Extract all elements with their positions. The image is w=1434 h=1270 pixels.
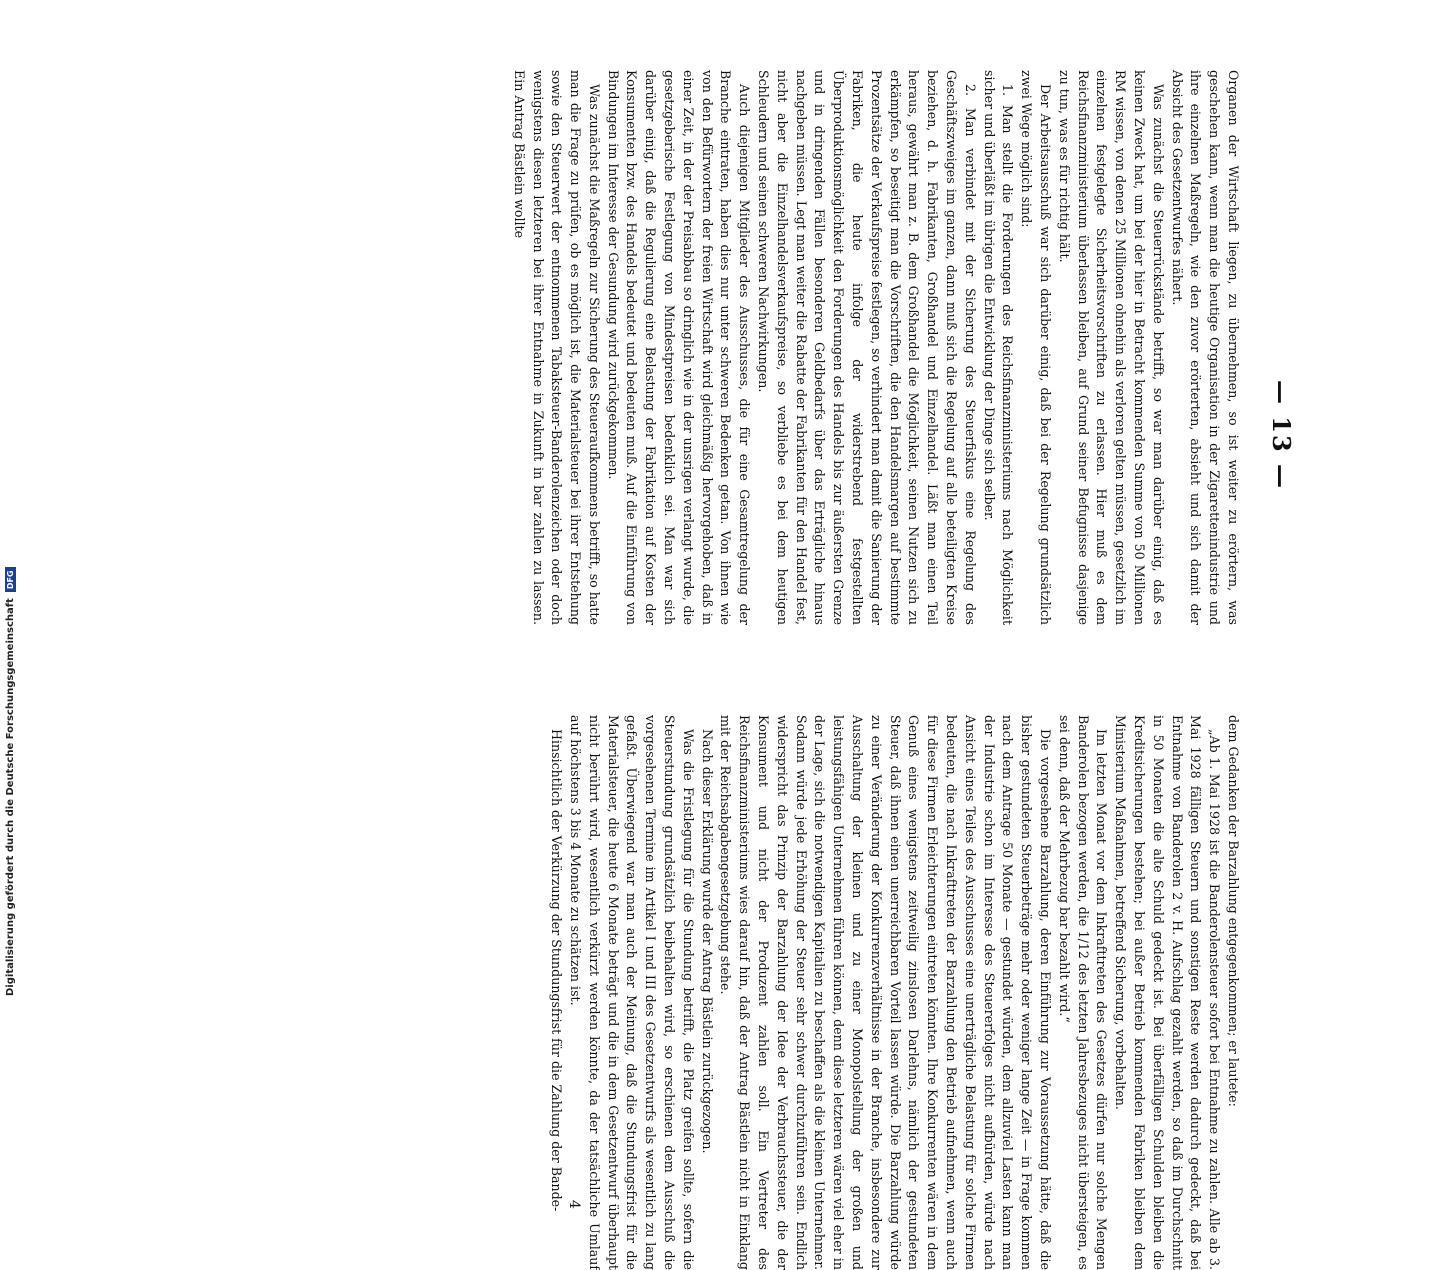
paragraph: Was die Fristlegung für die Stundung betrifft, die Platz greifen sollte, sofern die Steuerstundung grundsätzlich beibehalten wird, so erschienen dem Ausschuß die vorgesehenen Termine im Artikel I und III des Gesetzentwurfs als wesentlich zu lang gefaßt. Überwiegend war man auch der Meinung, daß die Stundungsfrist für die Materialsteuer, die heute 6 Monate beträgt und die in dem Gesetzentwurf überhaupt nicht berührt wird, wesentlich verkürzt werden könnte, da der tatsächliche Umlauf auf höchstens 3 bis 4 Monate zu schätzen ist.	[568, 715, 696, 1270]
paragraph: dem Gedanken der Barzahlung entgegenkommen; er lautete:	[1226, 715, 1241, 1107]
paragraph: Auch diejenigen Mitglieder des Ausschusses, die für eine Gesamtregelung der Branche eintraten, haben dies nur unter schweren Bedenken getan. Von ihnen wie von den Befürwortern der freien Wirtschaft wird gleichmäßig hervorgehoben, daß in einer Zeit, in der der Preisabbau so dringlich wie in der unsrigen verlangt wurde, die gesetzgeberische Festlegung von Mindestpreisen bedenklich sei. Man war sich darüber einig, daß die Regulierung eine Belastung der Fabrikation auf Kosten der Konsumenten bzw. des Handels bedeutet und bedeuten muß. Auf die Einführung von Bindungen im Interesse der Gesundung wird zurückgekommen.	[605, 70, 753, 625]
numbered-paragraph: 2. Man verbindet mit der Sicherung des Steuerfiskus eine Regelung des Geschäftszweiges im ganzen, dann muß sich die Regelung auf alle beteiligten Kreise beziehen, d. h. Fabrikanten, Großhandel und Einzelhandel. Läßt man einen Teil heraus, gewährt man z. B. dem Großhandel die Möglichkeit, seinen Nutzen sich zu erkämpfen, so beseitigt man die Vorschriften, die den Handelsmargen auf bestimmte Prozentsätze der Verkaufspreise festlegen, so verhindert man damit die Sanierung der Fabriken, die heute infolge der widerstrebend festgestellten Überproduktionsmöglichkeit den Forderungen des Handels bis zur äußersten Grenze und in dringenden Fällen besonderen Geldbedarfs über das Erträgliche hinaus nachgeben müssen. Legt man weiter die Rabatte der Fabrikanten für den Handel fest, nicht aber die Einzelhandelsverkaufspreise, so verbliebe es bei dem heutigen Schleudern und seinen schweren Nachwirkungen.	[756, 70, 978, 625]
quoted-paragraph: „Ab 1. Mai 1928 ist die Banderolensteuer sofort bei Entnahme zu zahlen. Alle ab 3. Mai 1928 fälligen Steuern und sonstigen Reste werden dadurch gedeckt, daß bei Entnahme von Banderolen 2 v. H. Aufschlag gezahlt werden, so daß im Durchschnitt in 50 Monaten die alte Schuld gedeckt ist. Bei überfälligen Schulden bleiben die Kreditsicherungen bestehen; bei außer Betrieb kommenden Fabriken bleiben dem Ministerium Maßnahmen, betreffend Sicherung, vorbehalten.	[1113, 715, 1223, 1270]
digitization-footer	[4, 6, 16, 996]
page-number-header: — 13 —	[1267, 379, 1297, 491]
signature-mark: 4	[566, 1200, 582, 1209]
paragraph: Die vorgesehene Barzahlung, deren Einführung zur Voraussetzung hätte, daß die bisher gestundeten Steuerbeträge mehr oder weniger lange Zeit — in Frage kommen nach dem Antrage 50 Monate — gestundet würden, dem allzuviel Lasten kann man der Industrie schon im Interesse des Steuererfolges nicht aufbürden, würde nach Ansicht eines Teiles des Ausschusses eine unerträgliche Belastung für solche Firmen bedeuten, die nach Inkrafttreten der Barzahlung den Betrieb aufnehmen, wenn auch für diese Firmen Erleichterungen eintreten könnten. Ihre Konkurrenten wären in dem Genuß eines wenigstens zeitweilig zinslosen Darlehns, nämlich der gestundeten Steuer, daß ihnen einen unerreichbaren Vorteil lassen würde. Die Barzahlung würde zu einer Veränderung der Konkurrenzverhältnisse in der Branche, insbesondere zur Ausschaltung der kleinen und zu einer Monopolstellung der großen und leistungsfähigen Unternehmen führen können, denn diese letzteren wären viel eher in der Lage, sich die notwendigen Kapitalien zu beschaffen als die kleinen Unternehmer. Sodann würde jede Erhöhung der Steuer sehr schwer durchzuführen sein. Endlich widerspricht das Prinzip der Barzahlung der Idee der Verbrauchssteuer, die der Konsument und nicht der Produzent zahlen soll. Ein Vertreter des Reichsfinanzministeriums wies darauf hin, daß der Antrag Bästlein nicht in Einklang mit der Reichsabgabengesetzgebung stehe.	[718, 715, 1054, 1270]
paragraph: Was zunächst die Maßregeln zur Sicherung des Steueraufkommens betrifft, so hatte man die Frage zu prüfen, ob es möglich ist, die Materialsteuer bei ihrer Entstehung sowie den Steuerwert der entnommenen Tabaksteuer-Banderolenzeichen oder doch wenigstens diesen letzteren bei ihrer Entnahme in Zukunft in bar zahlen zu lassen. Ein Antrag Bästlein wollte	[511, 70, 602, 625]
dfg-logo: DFG	[5, 567, 16, 592]
paragraph: Hinsichtlich der Verkürzung der Stundungsfrist für die Zahlung der Bande-	[549, 729, 565, 1212]
footer-text: Digitalisierung gefördert durch die Deutsche Forschungsgemeinschaft	[4, 598, 16, 996]
paragraph: Was zunächst die Steuerrückstände betrifft, so war man darüber einig, daß es keinen Zweck hat, um bei der hier in Betracht kommenden Summe von 50 Millionen RM wissen, von denen 25 Millionen ohnehin als verloren gelten müssen, gesetzlich im einzelnen festgelegte Sicherheitsvorschriften zu erlassen. Hier muß es dem Reichsfinanzministerium überlassen bleiben, auf Grund seiner Befugnisse dasjenige zu tun, was es für richtig hält.	[1056, 70, 1166, 625]
right-text-column	[547, 715, 1242, 1270]
document-page	[102, 70, 1302, 1270]
paragraph: Nach dieser Erklärung wurde der Antrag Bästlein zurückgezogen.	[699, 729, 715, 1154]
quoted-paragraph: Im letzten Monat vor dem Inkrafttreten des Gesetzes dürfen nur solche Mengen Banderolen bezogen werden, die 1/12 des letzten Jahresbezuges nicht übersteigen, es sei denn, daß der Mehrbezug bar bezahlt wird.“	[1056, 715, 1110, 1270]
paragraph: Organen der Wirtschaft liegen, zu übernehmen, so ist weiter zu erörtern, was geschehen kann, wenn man die heutige Organisation in der Zigarettenindustrie und ihre einzelnen Maßregeln, wie den zuvor erörterten, absieht und sich damit der Absicht des Gesetzentwurfes nähert.	[1169, 70, 1241, 625]
paragraph: Der Arbeitsausschuß war sich darüber einig, daß bei der Regelung grundsätzlich zwei Wege möglich sind:	[1019, 70, 1054, 625]
left-text-column	[509, 70, 1242, 625]
numbered-paragraph: 1. Man stellt die Forderungen des Reichsfinanzministeriums nach Möglichkeit sicher und überläßt im übrigen die Entwicklung der Dinge sich selber.	[981, 70, 1016, 625]
